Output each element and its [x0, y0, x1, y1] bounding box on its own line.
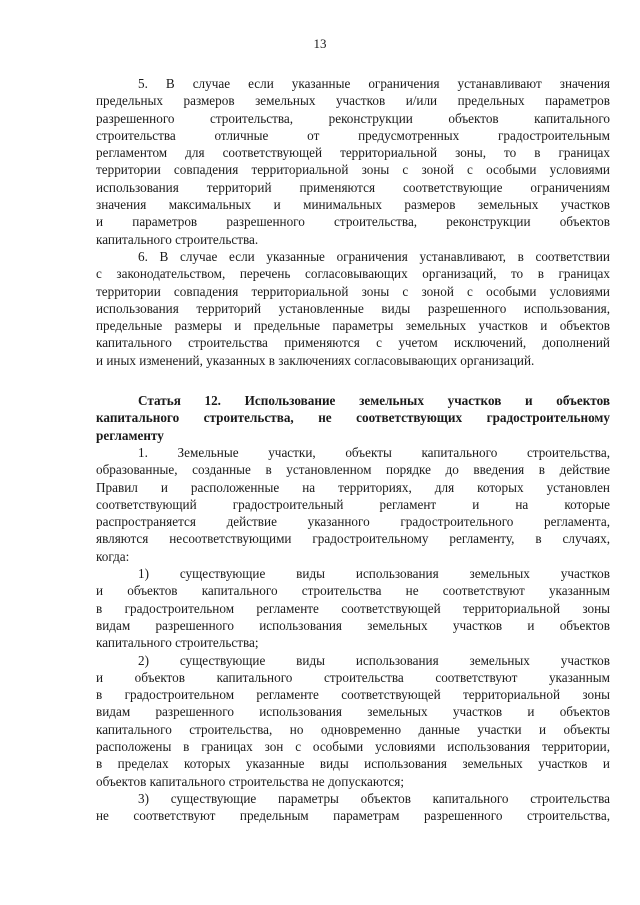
text-line: капитального строительства применяются с учетом исключений, дополнений	[96, 335, 610, 351]
text-line: видам разрешенного использования земельных участков и объектов	[96, 704, 610, 720]
text-line: когда:	[96, 548, 130, 564]
text-line: регламентом для соответствующей территориальной зоны, то в границах	[96, 145, 610, 161]
text-line: значения максимальных и минимальных размеров земельных участков	[96, 197, 610, 213]
paragraph	[96, 790, 610, 825]
text-line: в градостроительном регламенте соответствующей территориальной зоны	[96, 600, 610, 616]
section-gap	[96, 369, 610, 392]
text-line: и объектов капитального строительства соответствуют указанным	[96, 669, 610, 685]
text-line: и параметров разрешенного строительства, реконструкции объектов	[96, 214, 610, 230]
text-line: предельных размеров земельных участков и/или предельных параметров	[96, 93, 610, 109]
text-line: разрешенного строительства, реконструкции объектов капитального	[96, 110, 610, 126]
text-line: 2) существующие виды использования земельных участков	[138, 652, 610, 668]
page-number: 13	[313, 36, 327, 51]
text-line: 3) существующие параметры объектов капитального строительства	[138, 790, 610, 806]
text-line: предельные размеры и предельные параметры земельных участков и объектов	[96, 318, 610, 334]
document-body	[96, 75, 610, 824]
paragraph	[96, 565, 610, 651]
text-line: и объектов капитального строительства не соответствуют указанным	[96, 583, 610, 599]
paragraph	[96, 444, 610, 565]
paragraph	[96, 75, 610, 248]
text-line: использования территорий применяются соответствующие ограничениям	[96, 179, 610, 195]
text-line: видам разрешенного использования земельных участков и объектов	[96, 617, 610, 633]
text-line: строительства отличные от предусмотренных градостроительным	[96, 127, 610, 143]
text-line: в пределах которых указанные виды использования земельных участков и	[96, 756, 610, 772]
text-line: распространяется действие указанного градостроительного регламента,	[96, 514, 610, 530]
text-line: образованные, созданные в установленном порядке до введения в действие	[96, 462, 610, 478]
heading-line: капитального строительства, не соответствующих градостроительному	[96, 410, 610, 426]
text-line: 6. В случае если указанные ограничения устанавливают, в соответствии	[138, 248, 610, 264]
text-line: Правил и расположенные на территориях, для которых установлен	[96, 479, 610, 495]
text-line: и иных изменений, указанных в заключениях согласовывающих организаций.	[96, 352, 535, 368]
text-line: 5. В случае если указанные ограничения устанавливают значения	[138, 76, 610, 91]
text-line: капитального строительства;	[96, 635, 259, 651]
paragraph	[96, 652, 610, 790]
text-line: соответствующий градостроительный регламент и на которые	[96, 496, 610, 512]
text-line: объектов капитального строительства не допускаются;	[96, 773, 405, 789]
heading-line: регламенту	[96, 427, 164, 443]
text-line: капитального строительства, но одновременно данные участки и объекты	[96, 721, 610, 737]
text-line: территории совпадения территориальной зоны с зоной с особыми условиями	[96, 283, 610, 299]
text-line: 1) существующие виды использования земельных участков	[138, 566, 610, 582]
text-line: использования территорий установленные виды разрешенного использования,	[96, 300, 610, 316]
paragraph	[96, 248, 610, 369]
text-line: не соответствуют предельным параметрам разрешенного строительства,	[96, 808, 610, 824]
text-line: территории совпадения территориальной зоны с зоной с особыми условиями	[96, 162, 610, 178]
text-line: в градостроительном регламенте соответствующей территориальной зоны	[96, 687, 610, 703]
text-line: с законодательством, перечень согласовывающих организаций, то в границах	[96, 266, 610, 282]
text-line: являются несоответствующими градостроительному регламенту, в случаях,	[96, 531, 610, 547]
text-line: 1. Земельные участки, объекты капитального строительства,	[138, 444, 610, 460]
article-heading	[96, 392, 610, 444]
text-line: расположены в границах зон с особыми условиями использования территории,	[96, 738, 610, 754]
text-line: капитального строительства.	[96, 231, 259, 247]
heading-line: Статья 12. Использование земельных участков и объектов	[138, 393, 610, 409]
